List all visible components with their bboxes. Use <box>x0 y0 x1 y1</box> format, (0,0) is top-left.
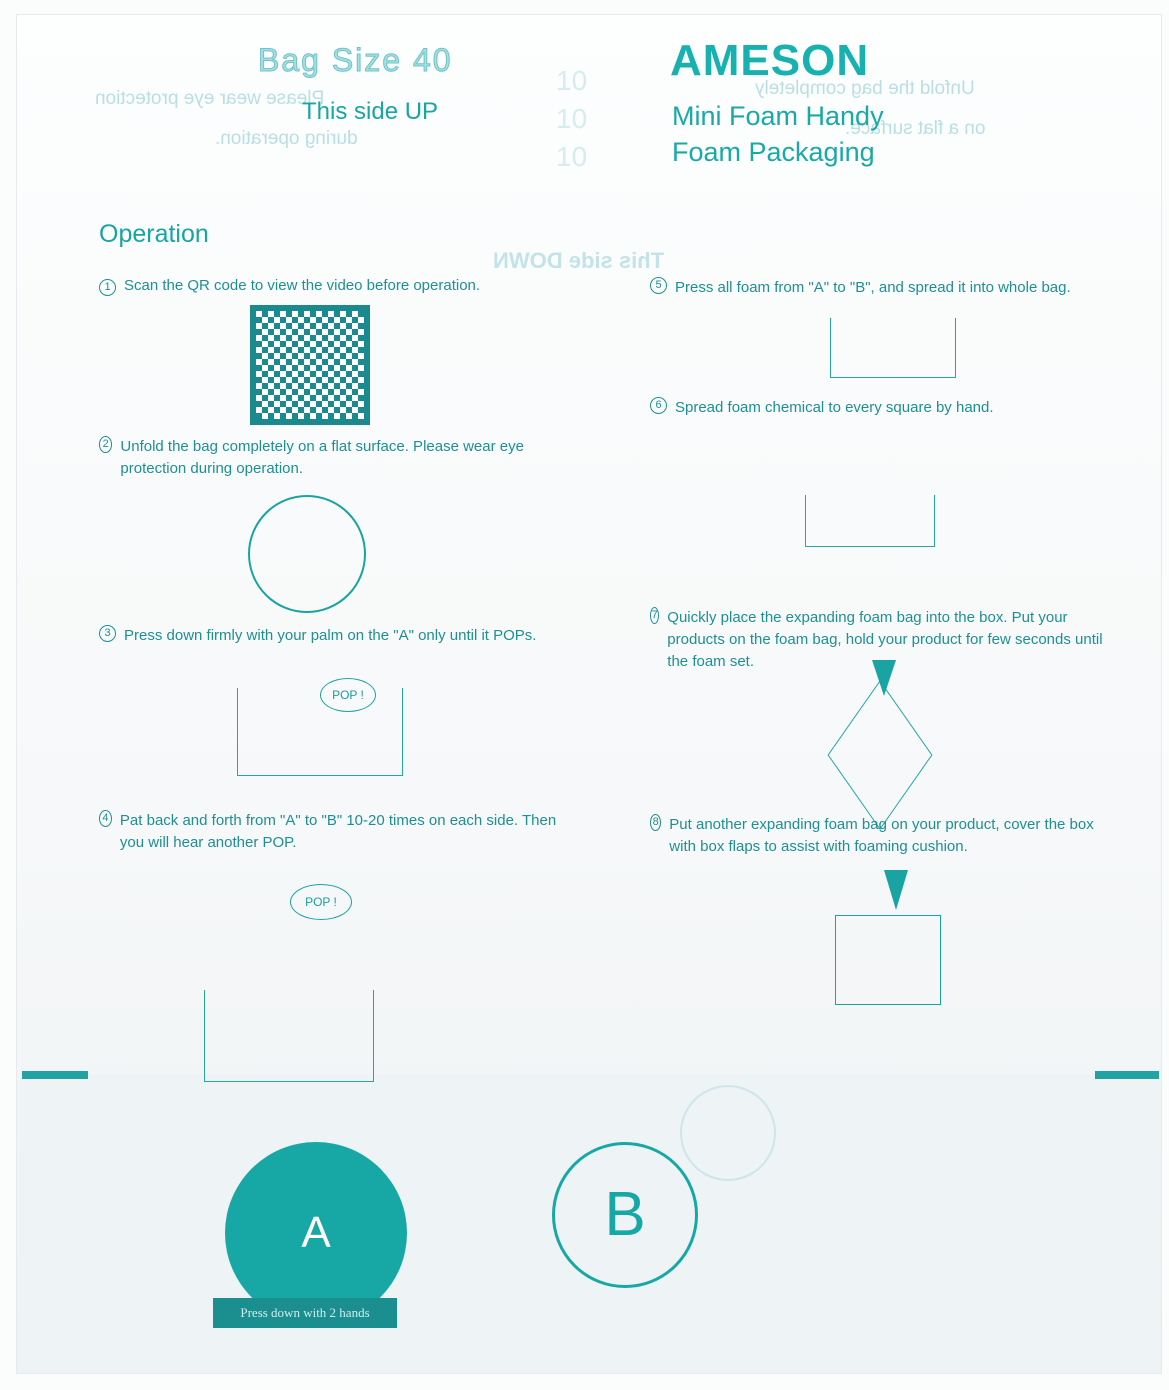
pop-bubble: POP ! <box>320 678 376 712</box>
step-8: 8 Put another expanding foam bag on your product, cover the box with box flaps to assist with foaming cushion. <box>650 814 1120 858</box>
b-zone-marker[interactable]: B <box>552 1142 698 1288</box>
pop-bubble: POP ! <box>290 884 352 920</box>
step-5: 5 Press all foam from "A" to "B", and spread it into whole bag. <box>650 277 1120 299</box>
press-a-button[interactable]: A <box>225 1142 407 1324</box>
pat-illustration <box>204 990 374 1082</box>
hand-spread-illustration <box>805 495 935 547</box>
down-arrow-icon <box>884 870 908 910</box>
this-side-down-label: This side DOWN <box>493 248 665 273</box>
mirrored-text: during operation. <box>215 128 358 149</box>
mirrored-text: Please wear eye protection <box>95 88 325 109</box>
brand-logo: AMESON <box>670 36 870 85</box>
step-4: 4 Pat back and forth from "A" to "B" 10-20 times on each side. Then you will hear another POP. <box>99 810 569 854</box>
goggles-icon <box>248 495 366 613</box>
seal-mark <box>22 1071 88 1079</box>
press-caption: Press down with 2 hands <box>213 1298 397 1328</box>
step-7: 7 Quickly place the expanding foam bag into the box. Put your products on the foam bag, hold your product for few seconds until the foam set. <box>651 609 1103 670</box>
step-1: 1 Scan the QR code to view the video before operation. <box>99 275 539 297</box>
count-markers: 10 10 10 <box>556 65 588 172</box>
operation-title: Operation <box>99 220 209 248</box>
product-name: Mini Foam Handy Foam Packaging <box>672 101 884 167</box>
mirrored-text: on a flat surface. <box>845 118 986 139</box>
seal-mark <box>1095 1071 1159 1079</box>
mirrored-text: Unfold the bag completely <box>755 78 975 99</box>
closed-box-icon <box>835 915 941 1005</box>
step-6: 6 Spread foam chemical to every square by hand. <box>650 397 1070 419</box>
vent-mark <box>680 1085 776 1181</box>
bag-size-label: Bag Size 40 <box>258 42 453 78</box>
spread-illustration <box>830 318 956 378</box>
step-3: 3 Press down firmly with your palm on the "A" only until it POPs. <box>99 625 579 647</box>
qr-code[interactable] <box>250 305 370 425</box>
press-illustration <box>237 688 403 776</box>
step-2: 2 Unfold the bag completely on a flat surface. Please wear eye protection during operation. <box>99 436 569 480</box>
this-side-up-label: This side UP <box>302 98 439 125</box>
